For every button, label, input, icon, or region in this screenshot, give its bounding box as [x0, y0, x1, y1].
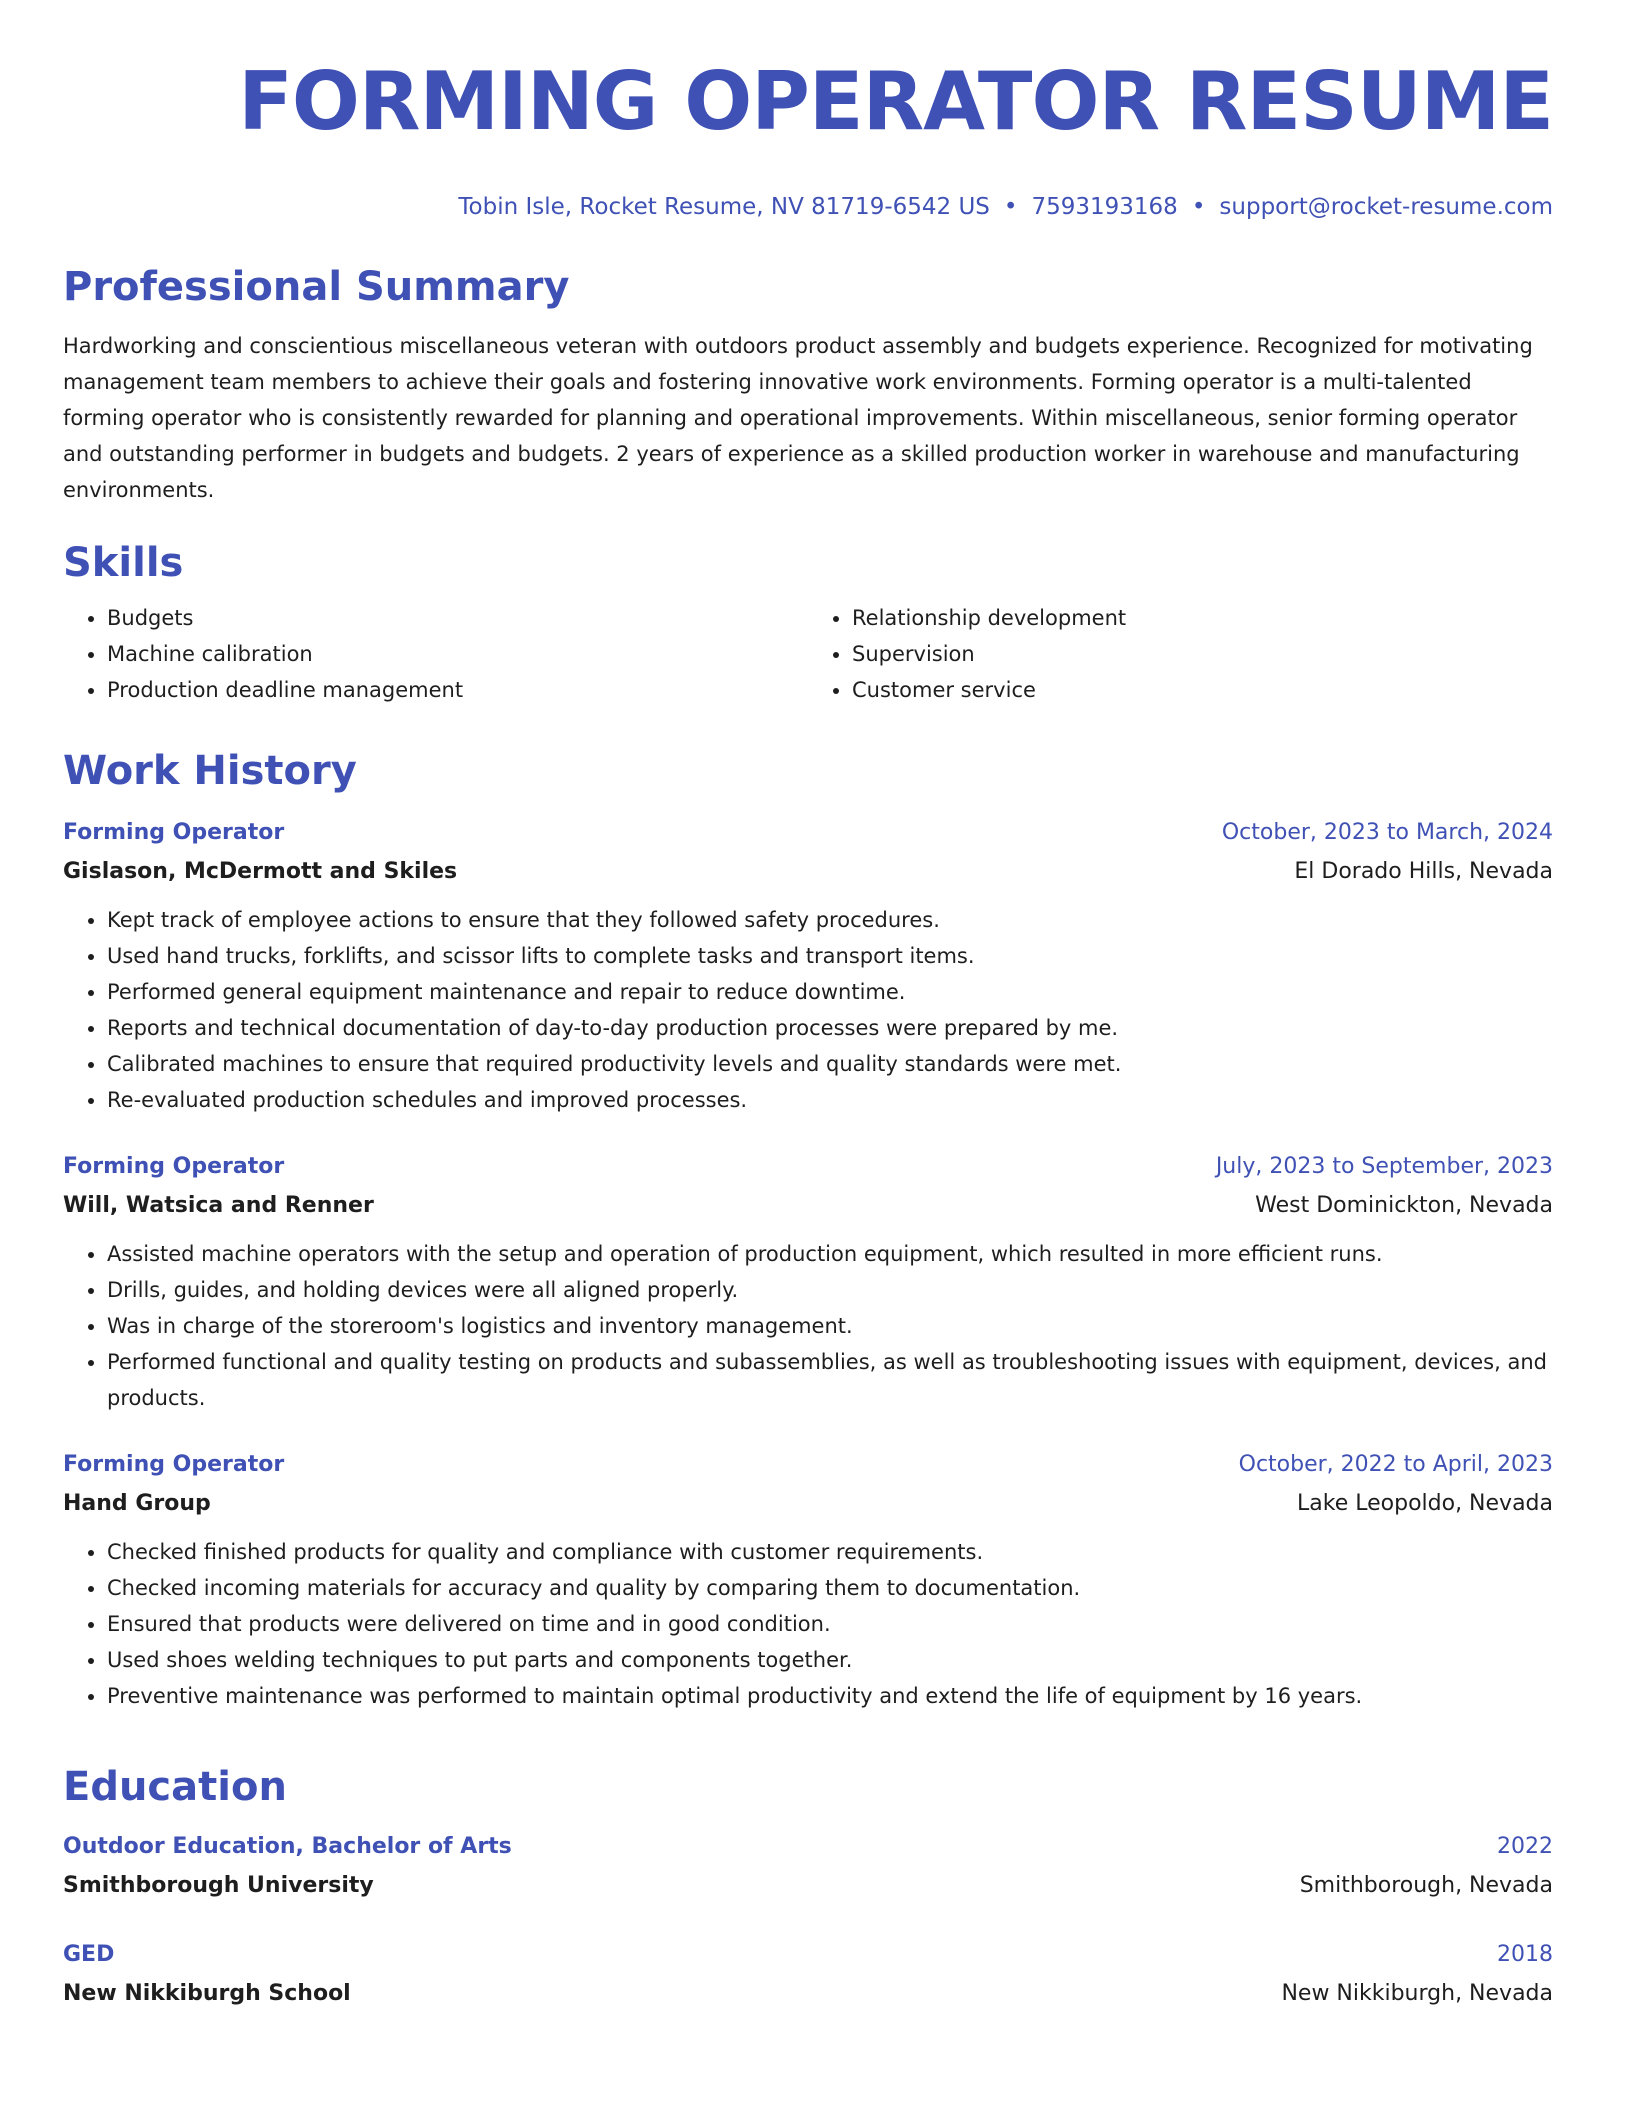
- job-entry: [63, 1446, 1553, 1714]
- education-location: New Nikkiburgh, Nevada: [1281, 1981, 1553, 2006]
- job-title: Forming Operator: [63, 820, 285, 845]
- job-header-row: [63, 814, 1553, 852]
- job-bullet: • Calibrated machines to ensure that required productivity levels and quality standards were met.: [107, 1046, 1553, 1082]
- job-bullet: • Ensured that products were delivered on time and in good condition.: [107, 1606, 1553, 1642]
- job-bullet: • Checked finished products for quality and compliance with customer requirements.: [107, 1534, 1553, 1570]
- skill-item: • Machine calibration: [107, 636, 808, 672]
- job-dates: October, 2022 to April, 2023: [1238, 1452, 1553, 1477]
- contact-separator: •: [1003, 194, 1018, 220]
- education-degree: Outdoor Education, Bachelor of Arts: [63, 1834, 512, 1859]
- page-title: FORMING OPERATOR RESUME: [238, 55, 1553, 148]
- job-company: Gislason, McDermott and Skiles: [63, 859, 458, 884]
- education-section: [63, 1762, 1553, 2014]
- job-company: Hand Group: [63, 1491, 211, 1516]
- job-entry: [63, 1148, 1553, 1416]
- skills-grid: [63, 600, 1553, 708]
- skill-item: • Budgets: [107, 600, 808, 636]
- job-bullets: [63, 1534, 1553, 1714]
- job-company-row: [63, 852, 1553, 892]
- job-bullet: • Preventive maintenance was performed to maintain optimal productivity and extend the life of equipment by 16 years.: [107, 1678, 1553, 1714]
- education-year: 2018: [1497, 1942, 1553, 1967]
- contact-address: Tobin Isle, Rocket Resume, NV 81719-6542 US: [458, 194, 990, 220]
- education-header-row: [63, 1828, 1553, 1866]
- education-school-row: [63, 1974, 1553, 2014]
- contact-separator: •: [1191, 194, 1206, 220]
- job-company: Will, Watsica and Renner: [63, 1193, 374, 1218]
- job-header-row: [63, 1446, 1553, 1484]
- job-bullet: • Was in charge of the storeroom's logistics and inventory management.: [107, 1308, 1553, 1344]
- job-bullet: • Used shoes welding techniques to put parts and components together.: [107, 1642, 1553, 1678]
- job-dates: October, 2023 to March, 2024: [1221, 820, 1553, 845]
- summary-section: [63, 262, 1553, 508]
- job-entry: [63, 814, 1553, 1118]
- education-school-row: [63, 1866, 1553, 1906]
- job-bullet: • Performed general equipment maintenance and repair to reduce downtime.: [107, 974, 1553, 1010]
- contact-email: support@rocket-resume.com: [1219, 194, 1553, 220]
- skills-heading: Skills: [63, 540, 184, 586]
- job-bullet: • Used hand trucks, forklifts, and scissor lifts to complete tasks and transport items.: [107, 938, 1553, 974]
- education-location: Smithborough, Nevada: [1299, 1873, 1553, 1898]
- skill-item: • Relationship development: [852, 600, 1553, 636]
- skill-item: • Supervision: [852, 636, 1553, 672]
- job-header-row: [63, 1148, 1553, 1186]
- contact-line: [63, 192, 1553, 222]
- job-bullet: • Performed functional and quality testing on products and subassemblies, as well as troubleshooting issues with equipment, devices, and products.: [107, 1344, 1553, 1416]
- job-bullet: • Re-evaluated production schedules and improved processes.: [107, 1082, 1553, 1118]
- work-history-heading: Work History: [63, 748, 357, 794]
- skills-column-right: [808, 600, 1553, 708]
- job-dates: July, 2023 to September, 2023: [1215, 1154, 1553, 1179]
- skill-item: • Production deadline management: [107, 672, 808, 708]
- resume-header: [63, 0, 1553, 222]
- job-bullets: [63, 1236, 1553, 1416]
- job-company-row: [63, 1186, 1553, 1226]
- contact-phone: 7593193168: [1031, 194, 1178, 220]
- education-school: New Nikkiburgh School: [63, 1981, 351, 2006]
- job-title: Forming Operator: [63, 1154, 285, 1179]
- job-location: El Dorado Hills, Nevada: [1294, 859, 1553, 884]
- job-title: Forming Operator: [63, 1452, 285, 1477]
- education-header-row: [63, 1936, 1553, 1974]
- resume-page: [63, 0, 1553, 2006]
- education-school: Smithborough University: [63, 1873, 374, 1898]
- summary-heading: Professional Summary: [63, 264, 570, 310]
- job-bullet: • Checked incoming materials for accuracy and quality by comparing them to documentation.: [107, 1570, 1553, 1606]
- education-entry: [63, 1828, 1553, 1906]
- education-year: 2022: [1497, 1834, 1553, 1859]
- education-degree: GED: [63, 1942, 115, 1967]
- education-heading: Education: [63, 1764, 287, 1810]
- job-bullet: • Assisted machine operators with the setup and operation of production equipment, which resulted in more efficient runs.: [107, 1236, 1553, 1272]
- job-bullet: • Drills, guides, and holding devices were all aligned properly.: [107, 1272, 1553, 1308]
- job-company-row: [63, 1484, 1553, 1524]
- skills-column-left: [63, 600, 808, 708]
- job-bullets: [63, 902, 1553, 1118]
- work-history-section: [63, 746, 1553, 1714]
- skill-item: • Customer service: [852, 672, 1553, 708]
- job-location: Lake Leopoldo, Nevada: [1297, 1491, 1553, 1516]
- skills-section: [63, 538, 1553, 708]
- job-bullet: • Reports and technical documentation of day-to-day production processes were prepared by me.: [107, 1010, 1553, 1046]
- summary-text: Hardworking and conscientious miscellaneous veteran with outdoors product assembly and budgets experience. Recognized for motivating management team members to achieve their goals and fostering innovative work environments. Forming operator is a multi-talented forming operator who is consistently rewarded for planning and operational improvements. Within miscellaneous, senior forming operator and outstanding performer in budgets and budgets. 2 years of experience as a skilled production worker in warehouse and manufacturing environments.: [63, 334, 1533, 502]
- education-entry: [63, 1936, 1553, 2014]
- job-bullet: • Kept track of employee actions to ensure that they followed safety procedures.: [107, 902, 1553, 938]
- job-location: West Dominickton, Nevada: [1255, 1193, 1553, 1218]
